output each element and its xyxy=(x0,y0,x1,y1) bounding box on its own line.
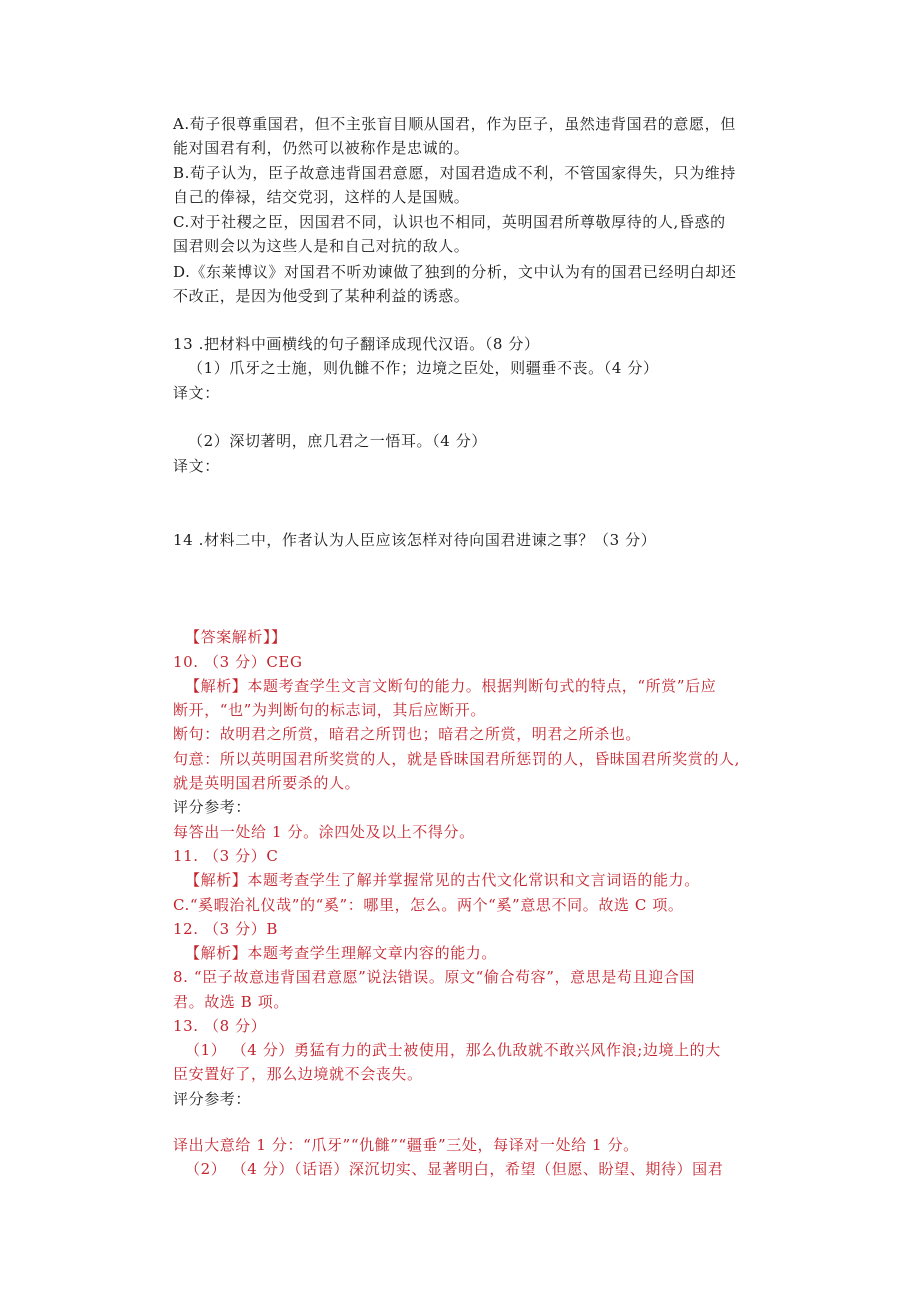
answer-13-head: 13. （8 分） xyxy=(173,1017,267,1035)
answer-10-line-7: 每答出一处给 1 分。涂四处及以上不得分。 xyxy=(173,823,475,841)
answer-13-line-4: 译出大意给 1 分：“爪牙”“仇雠”“疆垂”三处，每译对一处给 1 分。 xyxy=(173,1136,639,1154)
question-14-title: 14 .材料二中，作者认为人臣应该怎样对待向国君进谏之事？（3 分） xyxy=(173,531,657,549)
answer-10-line-4: 句意：所以英明国君所奖赏的人，就是昏昧国君所惩罚的人，昏昧国君所奖赏的人, xyxy=(173,750,740,768)
answer-10-line-6: 评分参考： xyxy=(173,798,252,816)
answer-13-line-3: 评分参考： xyxy=(173,1090,252,1108)
option-c-line-2: 国君则会以为这些人是和自己对抗的敌人。 xyxy=(173,237,470,255)
option-d-line-1: D.《东莱博议》对国君不听劝谏做了独到的分析，文中认为有的国君已经明白却还 xyxy=(173,263,737,281)
answer-header: 【答案解析】】 xyxy=(185,628,287,646)
answer-11-line-1: 【解析】本题考查学生了解并掌握常见的古代文化常识和文言词语的能力。 xyxy=(185,871,700,889)
answer-12-head: 12. （3 分）B xyxy=(173,920,278,938)
answer-10-line-2: 断开，“也”为判断句的标志词，其后应断开。 xyxy=(173,701,486,719)
answer-12-line-1: 【解析】本题考查学生理解文章内容的能力。 xyxy=(185,944,498,962)
question-13-sentence-1: （1）爪牙之士施，则仇雠不作；边境之臣处，则疆垂不丧。（4 分） xyxy=(188,359,659,377)
answer-13-line-5: （2） （4 分）（话语）深沉切实、显著明白，希望（但愿、盼望、期待）国君 xyxy=(185,1160,724,1178)
translation-label-2: 译文： xyxy=(173,457,220,475)
option-c-line-1: C.对于社稷之臣，因国君不同，认识也不相同，英明国君所尊敬厚待的人,昏惑的 xyxy=(173,213,726,231)
option-b-line-1: B.荀子认为，臣子故意违背国君意愿，对国君造成不利，不管国家得失，只为维持 xyxy=(173,164,736,182)
answer-10-line-1: 【解析】本题考查学生文言文断句的能力。根据判断句式的特点，“所赏”后应 xyxy=(185,677,717,695)
option-d-line-2: 不改正，是因为他受到了某种利益的诱惑。 xyxy=(173,287,470,305)
option-a-line-2: 能对国君有利，仍然可以被称作是忠诚的。 xyxy=(173,139,470,157)
translation-label-1: 译文： xyxy=(173,384,220,402)
answer-12-line-2: 8. “臣子故意违背国君意愿”说法错误。原文“偷合苟容”，意思是苟且迎合国 xyxy=(173,968,695,986)
question-13-title: 13 .把材料中画横线的句子翻译成现代汉语。（8 分） xyxy=(173,335,540,353)
answer-10-line-5: 就是英明国君所要杀的人。 xyxy=(173,774,361,792)
answer-10-line-3: 断句：故明君之所赏，暗君之所罚也；暗君之所赏，明君之所杀也。 xyxy=(173,725,642,743)
answer-13-line-2: 臣安置好了，那么边境就不会丧失。 xyxy=(173,1065,423,1083)
answer-13-line-1: （1） （4 分）勇猛有力的武士被使用，那么仇敌就不敢兴风作浪;边境上的大 xyxy=(185,1041,721,1059)
answer-11-line-2: C.“奚暇治礼仪哉”的“奚”：哪里，怎么。两个“奚”意思不同。故选 C 项。 xyxy=(173,896,684,914)
answer-11-head: 11. （3 分）C xyxy=(173,847,279,865)
question-13-sentence-2: （2）深切著明，庶几君之一悟耳。（4 分） xyxy=(188,432,487,450)
answer-10-head: 10. （3 分）CEG xyxy=(173,653,303,671)
option-b-line-2: 自己的俸禄，结交党羽，这样的人是国贼。 xyxy=(173,188,470,206)
option-a-line-1: A.荀子很尊重国君，但不主张盲目顺从国君，作为臣子，虽然违背国君的意愿，但 xyxy=(173,115,736,133)
answer-12-line-3: 君。故选 B 项。 xyxy=(173,993,289,1011)
